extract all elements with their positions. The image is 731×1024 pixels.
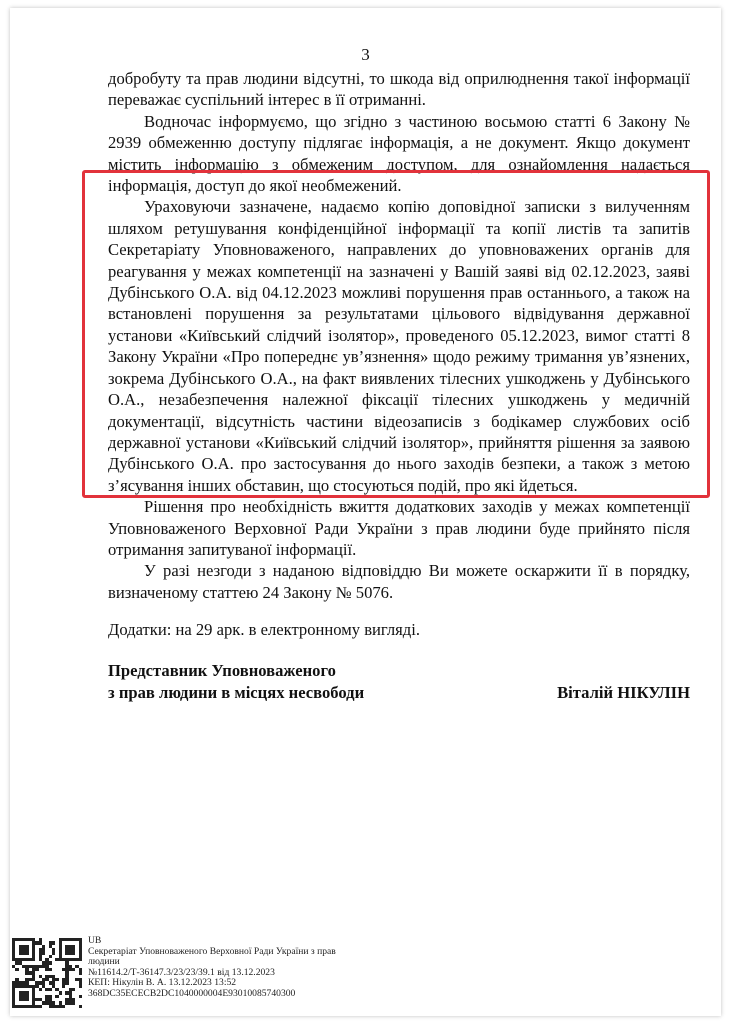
paragraph-access-restriction: Водночас інформуємо, що згідно з частиною восьмою статті 6 Закону № 2939 обмеженню доступу підлягає інформація, а не документ. Якщо документ містить інформацію з обмеженим доступом, для ознайомлення надається інформація, доступ до якої необмежений. [108, 111, 690, 196]
stamp-code: UB [88, 935, 102, 946]
stamp-organization: Секретаріат Уповноваженого Верховної Ради України з прав людини [88, 945, 336, 968]
letter-body [108, 68, 690, 641]
paragraph-decision: Рішення про необхідність вжиття додаткових заходів у межах компетенції Уповноваженого Верховної Ради України з прав людини буде прийнято після отримання запитуваної інформації. [108, 497, 690, 559]
stamp-signature-info: КЕП: Нікулін В. А. 13.12.2023 13:52 [88, 977, 237, 989]
signer-position-line1: Представник Уповноваженого [108, 661, 336, 680]
stamp-registration-number: №11614.2/Т-36147.3/23/23/39.1 від 13.12.2023 [88, 966, 275, 978]
attachments-note: Додатки: на 29 арк. в електронному вигляді. [108, 620, 420, 640]
qr-code-icon [12, 938, 82, 1008]
signature-block [108, 660, 690, 704]
paragraph-highlighted-response: Ураховуючи зазначене, надаємо копію доповідної записки з вилученням шляхом ретушування конфіденційної інформації та копії листів та запитів Секретаріату Уповноваженого, направлених до уповноважених органів для реагування у межах компетенції на зазначені у Вашій заяві від 02.12.2023, заяві Дубінського О.А. від 04.12.2023 можливі порушення прав останнього, а також на встановлені порушення за результатами цільового відвідування державної установи «Київський слідчий ізолятор», проведеного 05.12.2023, вимог статті 8 Закону України «Про попереднє ув’язнення» щодо режиму тримання ув’язнених, зокрема Дубінського О.А., на факт виявлених тілесних ушкоджень у Дубінського О.А., незабезпечення належної фіксації тілесних ушкоджень у медичній документації, відсутність частини відеозаписів з бодікамер службових осіб державної установи «Київський слідчий ізолятор», прийняття рішення за заявою Дубінського О.А. про застосування до нього заходів безпеки, а також з метою з’ясування інших обставин, що стосуються подій, про які йдеться. [108, 197, 690, 495]
signer-position-line2: з прав людини в місцях несвободи [108, 683, 365, 702]
page-number: 3 [361, 45, 370, 64]
paragraph-continuation: добробуту та прав людини відсутні, то шкода від оприлюднення такої інформації переважає суспільний інтерес в її отриманні. [108, 69, 690, 110]
registration-stamp [88, 936, 348, 1000]
paragraph-appeal: У разі незгоди з наданою відповіддю Ви можете оскаржити її в порядку, визначеному статтею 24 Закону № 5076. [108, 561, 690, 602]
signer-name: Віталій НІКУЛІН [557, 683, 690, 702]
stamp-certificate-id: 368DC35ECECB2DC1040000004E9301008574030​0 [88, 987, 296, 999]
